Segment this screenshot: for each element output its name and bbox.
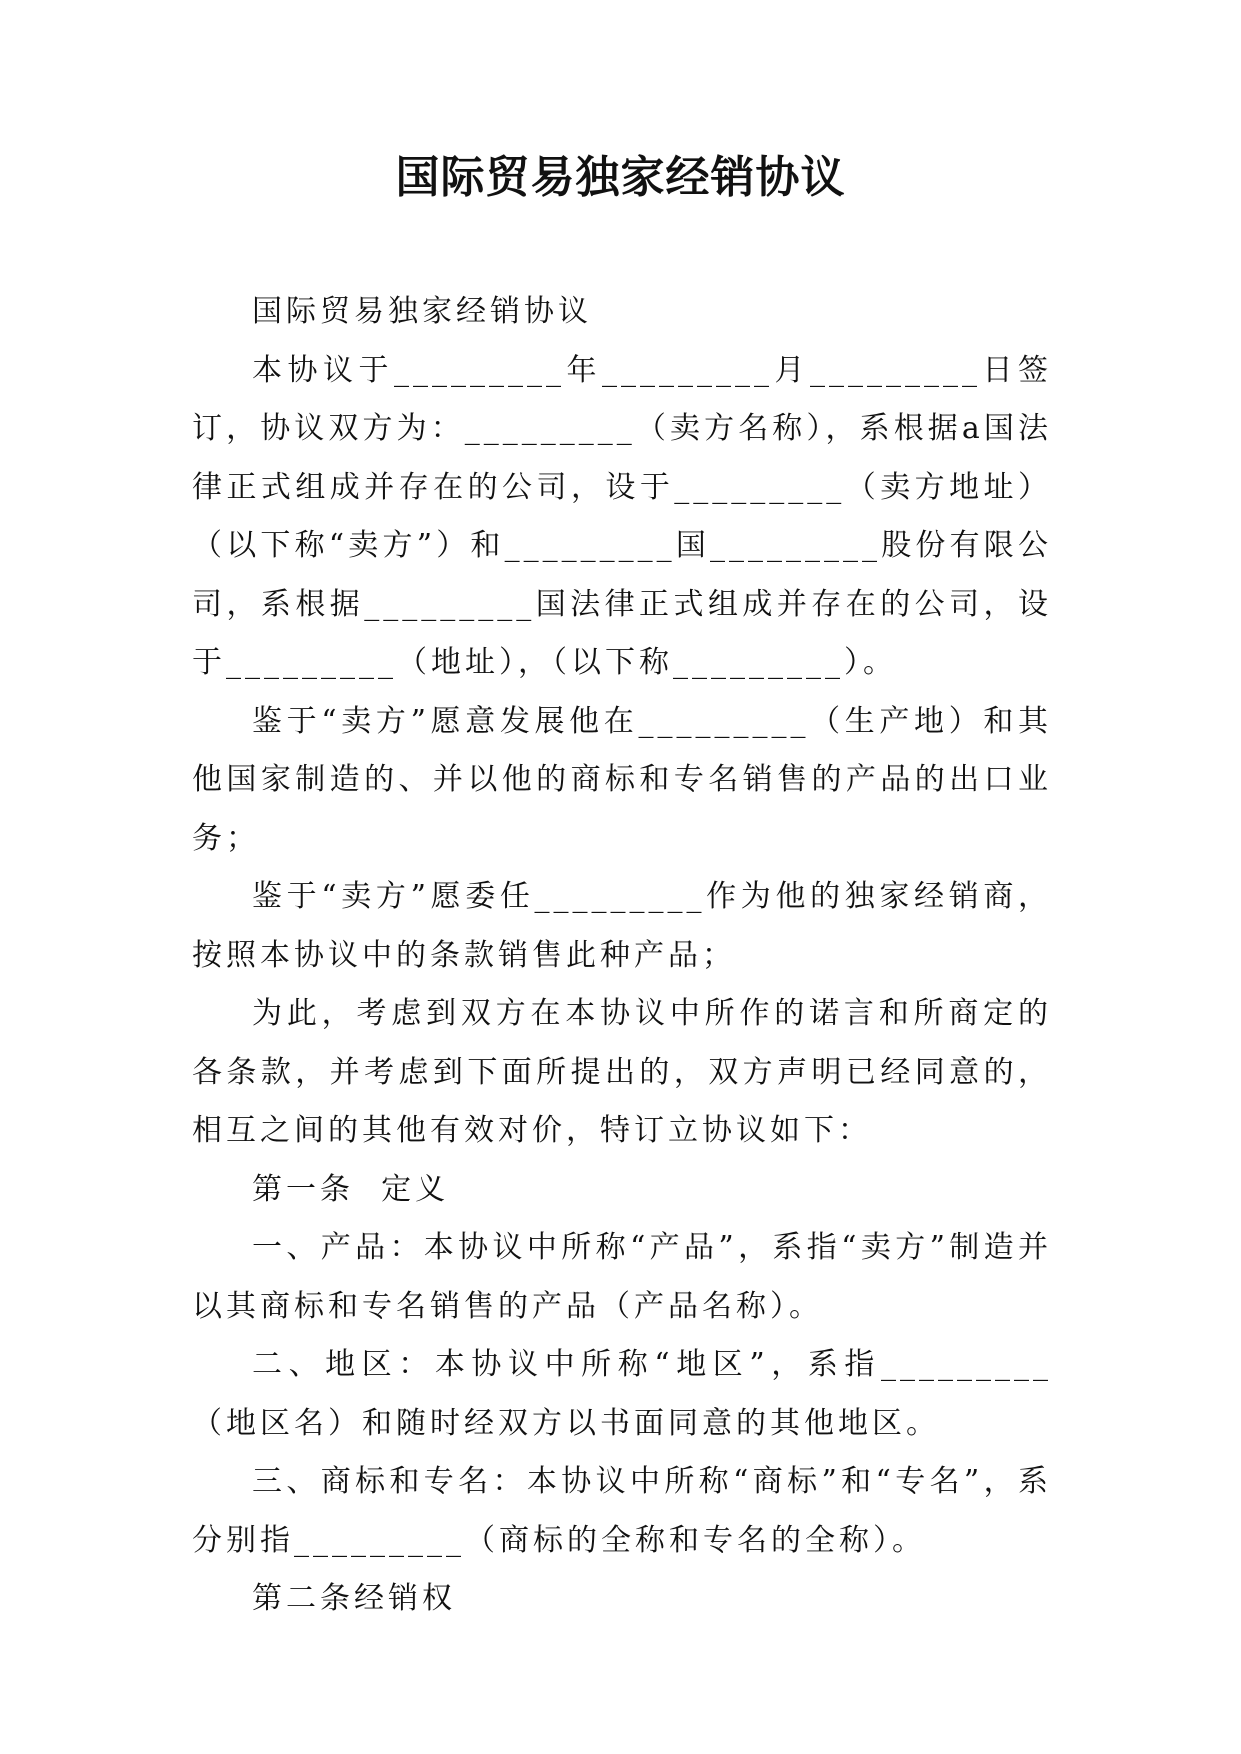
- article-1-heading: 第一条 定义: [252, 1171, 450, 1207]
- document-body: [192, 283, 1052, 1629]
- paragraph-whereas-export: 鉴于“卖方”愿意发展他在_________（生产地）和其他国家制造的、并以他的商标和专名销售的产品的出口业务；: [192, 703, 1052, 856]
- paragraph-whereas-appoint: 鉴于“卖方”愿委任_________作为他的独家经销商，按照本协议中的条款销售此种产品；: [192, 879, 1052, 973]
- definition-product: 一、产品：本协议中所称“产品”，系指“卖方”制造并以其商标和专名销售的产品（产品名称）。: [192, 1230, 1052, 1324]
- definition-territory: 二、地区：本协议中所称“地区”，系指_________（地区名）和随时经双方以书面同意的其他地区。: [192, 1347, 1052, 1441]
- paragraph-parties: 本协议于_________年_________月_________日签订，协议双方为：_________（卖方名称），系根据a国法律正式组成并存在的公司，设于_________（卖方地址）（以下称“卖方”）和_________国_________股份有限公司，系根据_________国法律正式组成并存在的公司，设于_________（地址），（以下称_________）。: [192, 352, 1052, 680]
- paragraph-heading: 国际贸易独家经销协议: [252, 294, 592, 329]
- document-title: 国际贸易独家经销协议: [395, 152, 846, 203]
- paragraph-consideration: 为此，考虑到双方在本协议中所作的诺言和所商定的各条款，并考虑到下面所提出的，双方声明已经同意的，相互之间的其他有效对价，特订立协议如下：: [192, 996, 1052, 1148]
- definition-trademark: 三、商标和专名：本协议中所称“商标”和“专名”，系分别指_________（商标的全称和专名的全称）。: [192, 1464, 1052, 1558]
- article-2-heading: 第二条经销权: [252, 1581, 456, 1616]
